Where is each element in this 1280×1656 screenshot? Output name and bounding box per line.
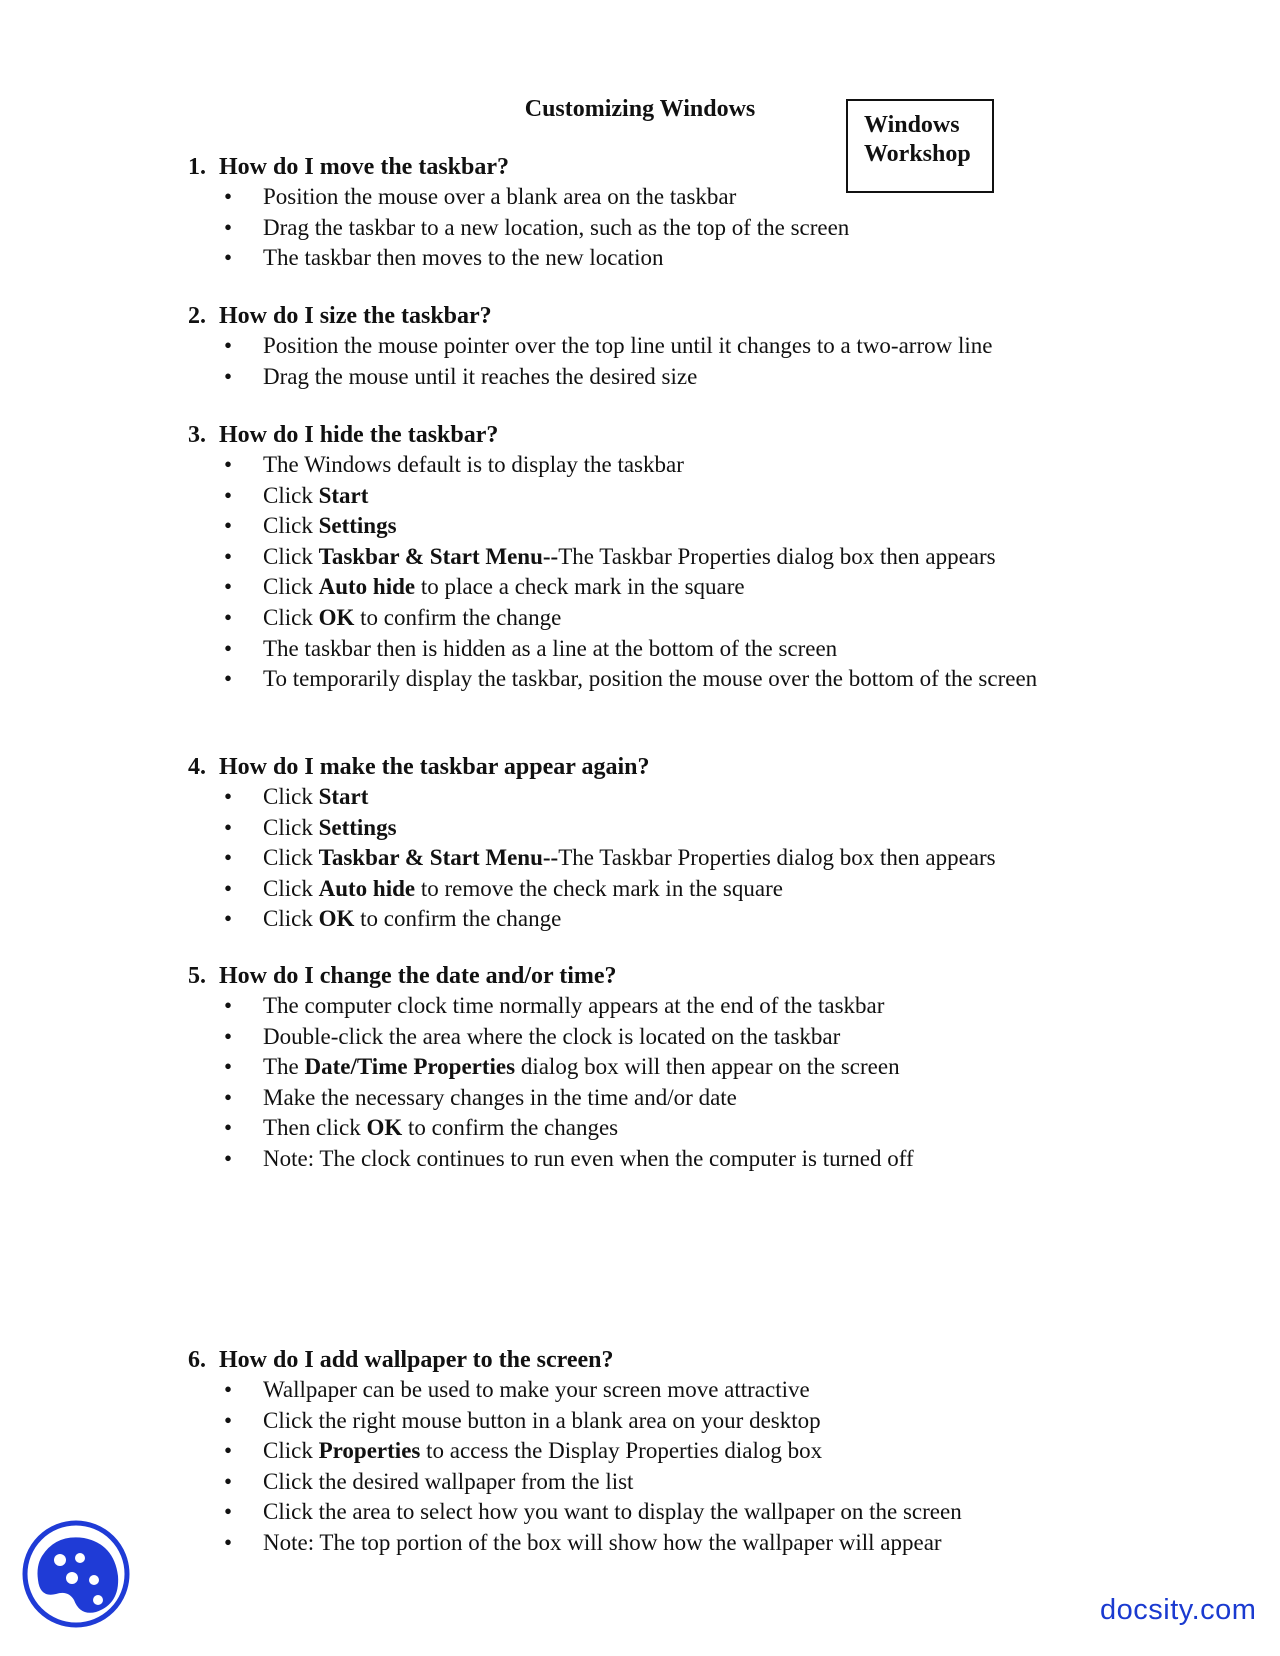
emphasis-text: Date/Time Properties (304, 1054, 516, 1080)
item-text: Click (263, 1438, 319, 1464)
badge-line-2: Workshop (864, 141, 971, 167)
list-item (188, 1528, 1088, 1559)
list-item (188, 450, 1088, 481)
emphasis-text: Auto hide (318, 875, 416, 901)
list-item (188, 843, 1088, 874)
item-text: Drag the mouse until it reaches the desired size (263, 363, 698, 389)
bullet-list (188, 782, 1088, 935)
section-question (188, 752, 1088, 782)
list-item (188, 634, 1088, 665)
bullet-list (188, 331, 1088, 392)
item-text: The computer clock time normally appears at the end of the taskbar (263, 993, 885, 1018)
emphasis-text: OK (318, 906, 355, 932)
list-item (188, 182, 1088, 213)
list-item (188, 362, 1088, 393)
list-item (188, 782, 1088, 813)
question-number: 2. (188, 303, 206, 329)
emphasis-text: Settings (318, 513, 397, 539)
item-text: Click (263, 875, 319, 901)
question-number: 1. (188, 154, 206, 180)
section-question (188, 420, 1088, 450)
item-text: Click (263, 513, 319, 539)
docsity-logo-icon (22, 1520, 130, 1628)
item-text: Click the area to select how you want to display the wallpaper on the screen (263, 1499, 962, 1525)
emphasis-text: OK (318, 604, 355, 630)
list-item (188, 904, 1088, 935)
item-text: to confirm the change (354, 604, 562, 630)
section-show-taskbar (188, 752, 1088, 935)
docsity-brand-link[interactable]: docsity.com (1100, 1594, 1257, 1626)
list-item (188, 1144, 1088, 1175)
list-item (188, 1497, 1088, 1528)
item-text: Then click (263, 1115, 367, 1141)
item-text: Click (263, 784, 319, 809)
item-text: The taskbar then is hidden as a line at the bottom of the screen (263, 635, 838, 661)
item-text: Click (263, 906, 319, 932)
item-text: Make the necessary changes in the time and/or date (263, 1084, 737, 1110)
item-text: The (263, 1054, 305, 1080)
question-text: How do I size the taskbar? (219, 303, 492, 329)
list-item (188, 1436, 1088, 1467)
item-text: Click (263, 574, 319, 600)
list-item (188, 572, 1088, 603)
bullet-list (188, 182, 1088, 274)
question-number: 4. (188, 754, 206, 780)
list-item (188, 511, 1088, 542)
page-title: Customizing Windows (524, 96, 756, 122)
list-item (188, 991, 1088, 1022)
list-item (188, 481, 1088, 512)
list-item (188, 664, 1088, 695)
emphasis-text: Taskbar & Start Menu-- (318, 845, 559, 871)
item-text: Click (263, 543, 319, 569)
list-item (188, 1052, 1088, 1083)
question-number: 5. (188, 963, 206, 989)
section-wallpaper (188, 1345, 1088, 1559)
bullet-list (188, 450, 1088, 695)
question-text: How do I move the taskbar? (219, 154, 510, 180)
list-item (188, 813, 1088, 844)
emphasis-text: Start (318, 784, 369, 809)
section-question (188, 152, 1088, 182)
item-text: Position the mouse pointer over the top line until it changes to a two-arrow line (263, 333, 993, 358)
list-item (188, 603, 1088, 634)
bullet-list (188, 991, 1088, 1175)
section-question (188, 1345, 1088, 1375)
item-text: Wallpaper can be used to make your screen move attractive (263, 1377, 810, 1402)
badge-line-1: Windows (864, 112, 960, 138)
emphasis-text: Taskbar & Start Menu-- (318, 543, 559, 569)
section-hide-taskbar (188, 420, 1088, 695)
item-text: to confirm the changes (402, 1115, 619, 1141)
item-text: The Taskbar Properties dialog box then appears (558, 845, 996, 871)
item-text: to remove the check mark in the square (415, 875, 783, 901)
section-move-taskbar (188, 152, 1088, 274)
list-item (188, 542, 1088, 573)
list-item (188, 1375, 1088, 1406)
item-text: to access the Display Properties dialog box (420, 1438, 823, 1464)
emphasis-text: OK (366, 1115, 403, 1141)
list-item (188, 1406, 1088, 1437)
item-text: The Taskbar Properties dialog box then appears (558, 543, 996, 569)
emphasis-text: Settings (318, 814, 397, 840)
item-text: Click the right mouse button in a blank area on your desktop (263, 1407, 821, 1433)
section-date-time (188, 961, 1088, 1175)
section-size-taskbar (188, 301, 1088, 392)
question-text: How do I hide the taskbar? (219, 422, 499, 448)
item-text: Click (263, 482, 319, 508)
item-text: Click (263, 845, 319, 871)
question-number: 6. (188, 1347, 206, 1373)
item-text: Double-click the area where the clock is located on the taskbar (263, 1023, 841, 1049)
list-item (188, 874, 1088, 905)
item-text: to place a check mark in the square (415, 574, 745, 600)
item-text: to confirm the change (354, 906, 562, 932)
item-text: Position the mouse over a blank area on the taskbar (263, 184, 737, 209)
item-text: To temporarily display the taskbar, position the mouse over the bottom of the screen (263, 666, 1038, 692)
emphasis-text: Properties (318, 1438, 421, 1464)
item-text: Click (263, 814, 319, 840)
item-text: Note: The clock continues to run even when the computer is turned off (263, 1145, 914, 1171)
item-text: The taskbar then moves to the new location (263, 245, 664, 271)
list-item (188, 243, 1088, 274)
question-number: 3. (188, 422, 206, 448)
item-text: Note: The top portion of the box will show how the wallpaper will appear (263, 1529, 942, 1555)
emphasis-text: Auto hide (318, 574, 416, 600)
list-item (188, 1022, 1088, 1053)
section-question (188, 961, 1088, 991)
list-item (188, 1113, 1088, 1144)
question-text: How do I change the date and/or time? (219, 963, 617, 989)
list-item (188, 1467, 1088, 1498)
question-text: How do I make the taskbar appear again? (219, 754, 650, 780)
list-item (188, 331, 1088, 362)
section-question (188, 301, 1088, 331)
item-text: Click the desired wallpaper from the list (263, 1468, 634, 1494)
emphasis-text: Start (318, 482, 369, 508)
list-item (188, 1083, 1088, 1114)
item-text: Drag the taskbar to a new location, such as the top of the screen (263, 214, 850, 240)
bullet-list (188, 1375, 1088, 1559)
list-item (188, 213, 1088, 244)
item-text: dialog box will then appear on the screen (515, 1054, 900, 1080)
item-text: The Windows default is to display the taskbar (263, 452, 684, 477)
question-text: How do I add wallpaper to the screen? (219, 1347, 614, 1373)
item-text: Click (263, 604, 319, 630)
